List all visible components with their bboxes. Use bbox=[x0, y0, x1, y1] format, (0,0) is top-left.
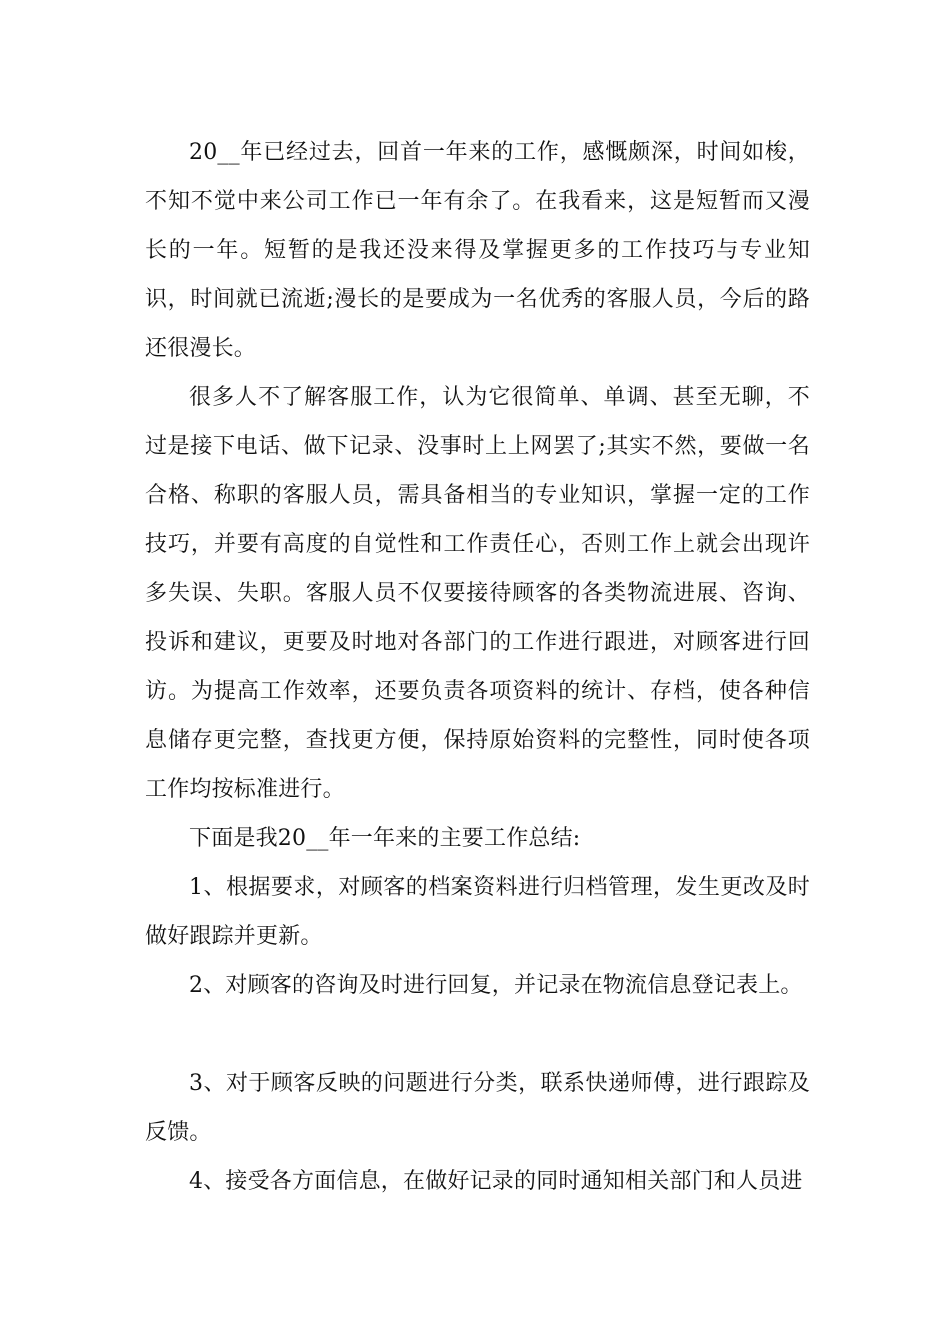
paragraph-summary-heading: 下面是我20__年一年来的主要工作总结: bbox=[189, 826, 581, 851]
paragraph-intro: 20__年已经过去，回首一年来的工作，感慨颇深，时间如梭，不知不觉中来公司工作已一年有余了。在我看来，这是短暂而又漫长的一年。短暂的是我还没来得及掌握更多的工作技巧与专业知识，时间就已流逝;漫长的是要成为一名优秀的客服人员，今后的路还很漫长。 bbox=[145, 140, 810, 361]
list-item-2: 2、对顾客的咨询及时进行回复，并记录在物流信息登记表上。 bbox=[189, 973, 803, 998]
list-item-1: 1、根据要求，对顾客的档案资料进行归档管理，发生更改及时做好跟踪并更新。 bbox=[145, 875, 810, 949]
list-item-4: 4、接受各方面信息，在做好记录的同时通知相关部门和人员进 bbox=[189, 1169, 803, 1194]
list-item-3: 3、对于顾客反映的问题进行分类，联系快递师傅，进行跟踪及反馈。 bbox=[145, 1071, 810, 1145]
paragraph-customer-service: 很多人不了解客服工作，认为它很简单、单调、甚至无聊，不过是接下电话、做下记录、没事时上上网罢了;其实不然，要做一名合格、称职的客服人员，需具备相当的专业知识，掌握一定的工作技巧，并要有高度的自觉性和工作责任心，否则工作上就会出现许多失误、失职。客服人员不仅要接待顾客的各类物流进展、咨询、投诉和建议，更要及时地对各部门的工作进行跟进，对顾客进行回访。为提高工作效率，还要负责各项资料的统计、存档，使各种信息储存更完整，查找更方便，保持原始资料的完整性，同时使各项工作均按标准进行。 bbox=[145, 385, 810, 802]
document-body bbox=[145, 128, 810, 1206]
blank-line bbox=[145, 1010, 810, 1059]
